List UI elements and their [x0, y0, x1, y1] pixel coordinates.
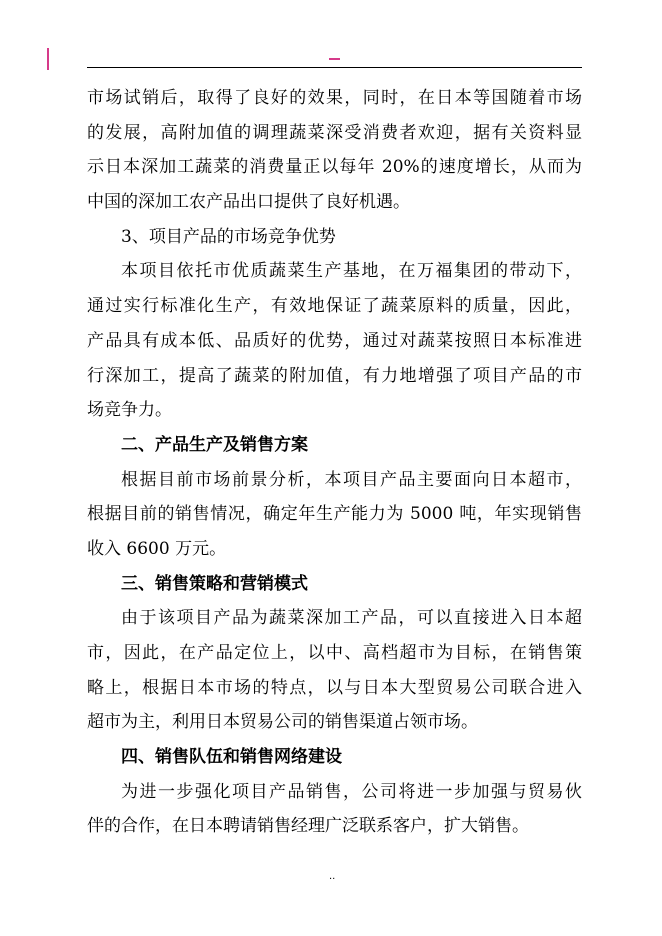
body-line: 伴的合作，在日本聘请销售经理广泛联系客户，扩大销售。 [87, 816, 529, 837]
body-line: 示日本深加工蔬菜的消费量正以每年 20%的速度增长，从而为 [87, 157, 582, 178]
body-line: 行深加工，提高了蔬菜的附加值，有力地增强了项目产品的市 [87, 365, 582, 386]
subsection-heading: 3、项目产品的市场竞争优势 [121, 226, 336, 247]
section-heading: 四、销售队伍和销售网络建设 [121, 747, 342, 768]
section-heading: 三、销售策略和营销模式 [121, 573, 308, 594]
body-line: 超市为主，利用日本贸易公司的销售渠道占领市场。 [87, 712, 478, 733]
body-line: 场竞争力。 [87, 400, 172, 421]
body-line: 产品具有成本低、品质好的优势，通过对蔬菜按照日本标准进 [87, 330, 582, 351]
body-line: 市，因此，在产品定位上，以中、高档超市为目标，在销售策 [87, 643, 582, 663]
body-line: 由于该项目产品为蔬菜深加工产品，可以直接进入日本超 [121, 608, 582, 629]
document-body [87, 81, 582, 844]
body-line: 市场试销后，取得了良好的效果，同时，在日本等国随着市场 [87, 88, 582, 108]
header-mark [329, 58, 340, 60]
section-heading: 二、产品生产及销售方案 [121, 434, 308, 455]
body-line: 略上，根据日本市场的特点，以与日本大型贸易公司联合进入 [87, 677, 582, 698]
body-line: 为进一步强化项目产品销售，公司将进一步加强与贸易伙 [121, 781, 582, 802]
body-line: 收入 6600 万元。 [87, 538, 227, 559]
body-line: 中国的深加工农产品出口提供了良好机遇。 [87, 192, 410, 213]
body-line: 本项目依托市优质蔬菜生产基地，在万福集团的带动下， [121, 261, 582, 282]
footer-mark: .. [329, 871, 336, 882]
body-line: 通过实行标准化生产，有效地保证了蔬菜原料的质量，因此， [87, 296, 582, 317]
body-line: 根据目前市场前景分析，本项目产品主要面向日本超市， [121, 469, 582, 490]
body-line: 的发展，高附加值的调理蔬菜深受消费者欢迎，据有关资料显 [87, 122, 582, 143]
body-line: 根据目前的销售情况，确定年生产能力为 5000 吨，年实现销售 [87, 504, 582, 525]
margin-mark [47, 48, 49, 70]
header-rule [87, 67, 582, 68]
